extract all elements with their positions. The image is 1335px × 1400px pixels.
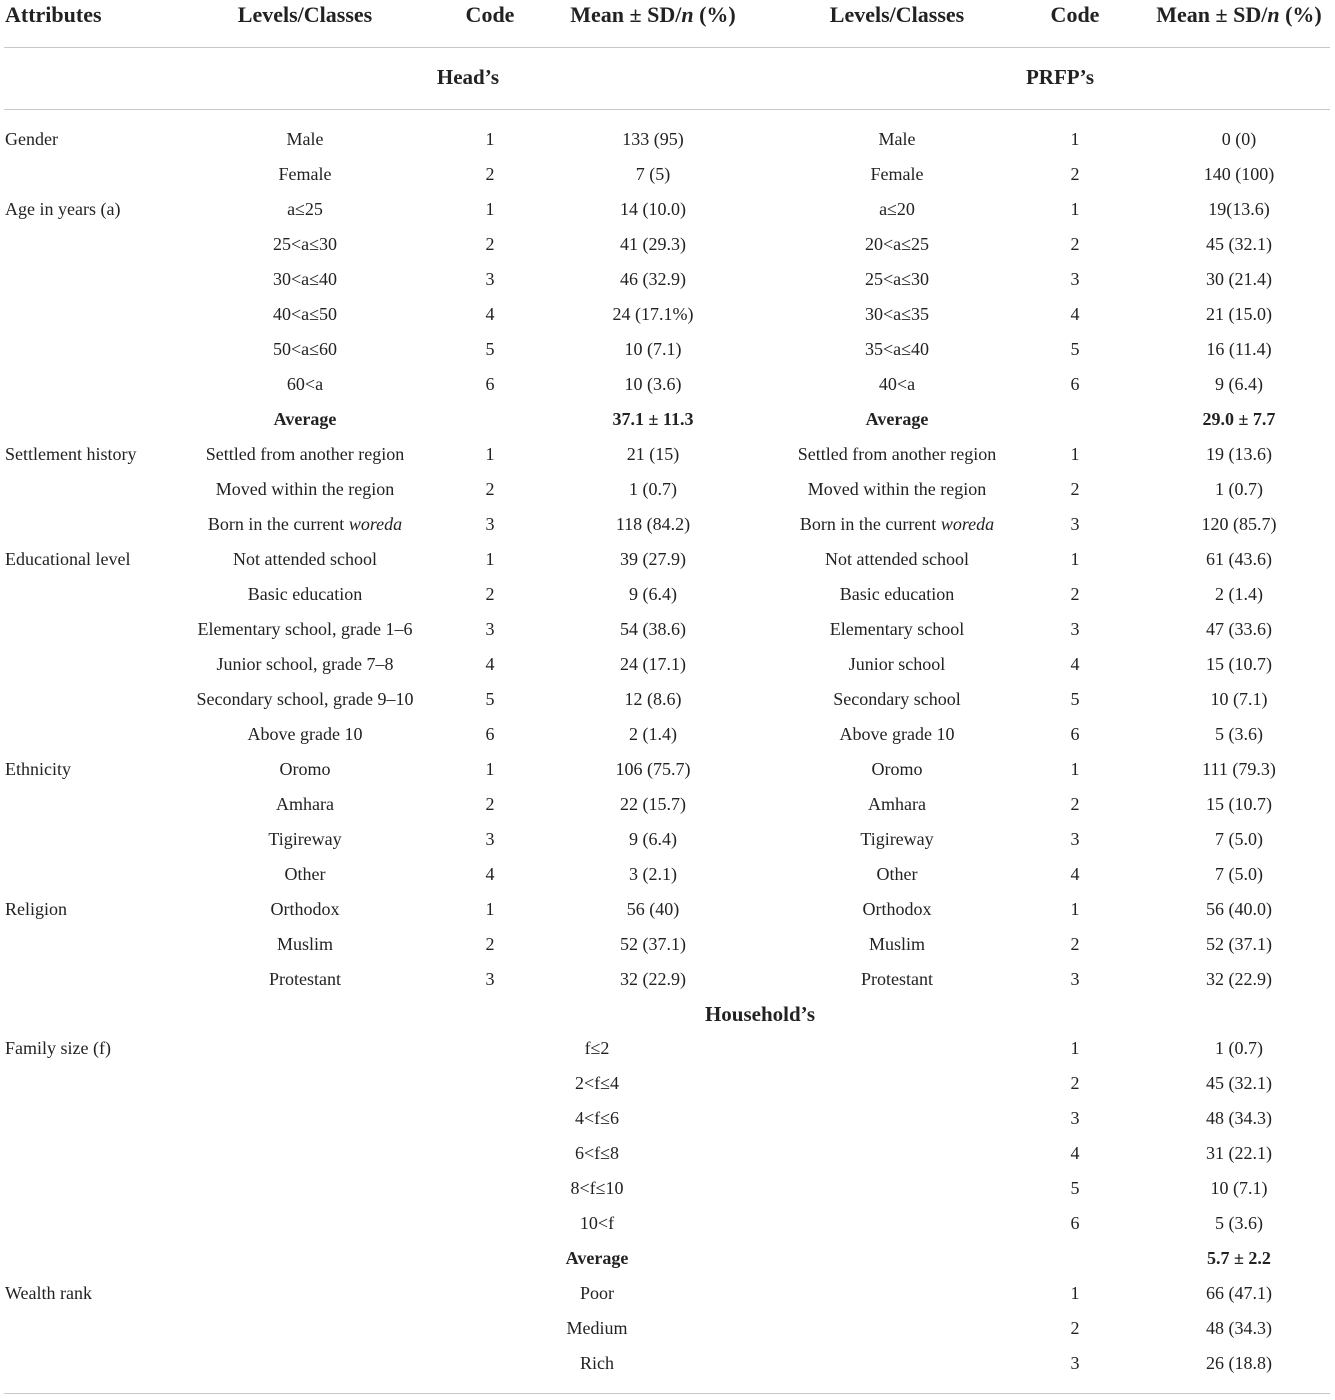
head-level-cell: 50<a≤60 [272,339,338,359]
household-code-cell: 3 [1070,1353,1080,1373]
head-value-cell: 7 (5) [635,164,671,184]
attribute-cell: Educational level [5,549,131,569]
table-row [0,682,1335,717]
head-code-cell: 2 [485,934,495,954]
head-value-cell: 52 (37.1) [620,934,686,954]
prfp-value-cell: 61 (43.6) [1206,549,1272,569]
prfp-value-cell: 7 (5.0) [1215,829,1263,849]
prfp-level-cell: Moved within the region [807,479,987,499]
head-value-cell: 2 (1.4) [629,724,677,744]
head-level-cell: Protestant [269,969,341,989]
head-level-cell: Average [273,409,337,429]
head-code-cell: 2 [485,794,495,814]
table-row [0,122,1335,157]
table-row [0,367,1335,402]
prfp-value-cell: 19 (13.6) [1206,444,1272,464]
prfp-level-cell: Junior school [848,654,946,674]
table-row [0,1136,1335,1171]
prfp-code-cell: 2 [1070,234,1080,254]
household-level-cell: Medium [566,1318,628,1338]
prfp-value-cell: 2 (1.4) [1215,584,1263,604]
head-code-cell: 1 [485,444,495,464]
household-level-cell: f≤2 [584,1038,610,1058]
household-code-cell: 1 [1070,1038,1080,1058]
table-row [0,822,1335,857]
prfp-code-cell: 1 [1070,199,1080,219]
table-row [0,1206,1335,1241]
prfp-value-cell: 1 (0.7) [1215,479,1263,499]
head-code-cell: 1 [485,549,495,569]
household-code-cell: 2 [1070,1073,1080,1093]
prfp-level-cell: 30<a≤35 [864,304,930,324]
prfp-code-cell: 3 [1070,514,1080,534]
table-row [0,647,1335,682]
table-row [0,1276,1335,1311]
head-code-cell: 3 [485,829,495,849]
head-value-cell: 22 (15.7) [620,794,686,814]
prfp-level-cell: Above grade 10 [839,724,955,744]
prfp-value-cell: 7 (5.0) [1215,864,1263,884]
head-value-cell: 24 (17.1) [620,654,686,674]
head-value-cell: 37.1 ± 11.3 [612,409,694,429]
head-level-cell: Settled from another region [205,444,405,464]
attribute-cell: Religion [5,899,67,919]
head-code-cell: 3 [485,619,495,639]
prfp-value-cell: 47 (33.6) [1206,619,1272,639]
head-code-cell: 1 [485,759,495,779]
prfp-level-cell: Elementary school [829,619,965,639]
head-level-cell: Not attended school [233,549,377,569]
household-value-cell: 45 (32.1) [1206,1073,1272,1093]
prfp-level-cell: Male [878,129,916,149]
prfp-value-cell: 32 (22.9) [1206,969,1272,989]
section-prfps-title: PRFP’s [1025,65,1095,89]
head-code-cell: 3 [485,269,495,289]
attribute-cell: Ethnicity [5,759,71,779]
prfp-code-cell: 1 [1070,444,1080,464]
head-value-cell: 9 (6.4) [629,829,677,849]
prfp-value-cell: 120 (85.7) [1201,514,1277,534]
table-row [0,857,1335,892]
table-bottom-rule [4,1393,1330,1394]
table-row [0,1031,1335,1066]
table-row [0,1241,1335,1276]
head-value-cell: 118 (84.2) [615,514,691,534]
prfp-code-cell: 3 [1070,269,1080,289]
head-level-cell: Amhara [276,794,334,814]
prfp-value-cell: 30 (21.4) [1206,269,1272,289]
prfp-value-cell: 9 (6.4) [1215,374,1263,394]
header-mean-left: Mean ± SD/n (%) [570,2,736,27]
prfp-code-cell: 1 [1070,549,1080,569]
prfp-value-cell: 10 (7.1) [1210,689,1268,709]
household-value-cell: 48 (34.3) [1206,1108,1272,1128]
header-levels-right: Levels/Classes [829,2,965,27]
head-code-cell: 3 [485,514,495,534]
household-value-cell: 66 (47.1) [1206,1283,1272,1303]
household-value-cell: 26 (18.8) [1206,1353,1272,1373]
attribute-cell: Wealth rank [5,1283,93,1303]
table-row [0,1171,1335,1206]
table-row [0,577,1335,612]
prfp-level-cell: Basic education [839,584,955,604]
head-code-cell: 4 [485,864,495,884]
prfp-code-cell: 6 [1070,374,1080,394]
table-row [0,542,1335,577]
table-row [0,892,1335,927]
table-row [0,472,1335,507]
prfp-value-cell: 21 (15.0) [1206,304,1272,324]
prfp-level-cell: Orthodox [862,899,932,919]
prfp-level-cell: 40<a [878,374,916,394]
head-level-cell: Female [278,164,332,184]
prfp-level-cell: Born in the current woreda [799,514,995,534]
head-value-cell: 54 (38.6) [620,619,686,639]
head-level-cell: 40<a≤50 [272,304,338,324]
prfp-code-cell: 4 [1070,654,1080,674]
header-levels-left: Levels/Classes [237,2,373,27]
head-level-cell: Moved within the region [215,479,395,499]
head-value-cell: 56 (40) [626,899,680,919]
prfp-value-cell: 19(13.6) [1208,199,1270,219]
head-value-cell: 46 (32.9) [620,269,686,289]
head-level-cell: Other [284,864,326,884]
head-level-cell: Male [286,129,324,149]
household-level-cell: 8<f≤10 [570,1178,624,1198]
table-row [0,787,1335,822]
head-value-cell: 21 (15) [626,444,680,464]
head-value-cell: 24 (17.1%) [612,304,694,324]
head-level-cell: Elementary school, grade 1–6 [197,619,413,639]
prfp-code-cell: 4 [1070,304,1080,324]
attribute-cell: Age in years (a) [5,199,121,219]
table-row [0,297,1335,332]
section-divider [4,109,1330,110]
prfp-code-cell: 2 [1070,164,1080,184]
household-section-header [0,1000,1335,1028]
table-row [0,1311,1335,1346]
prfp-level-cell: Muslim [868,934,926,954]
prfp-value-cell: 15 (10.7) [1206,794,1272,814]
head-level-cell: Above grade 10 [247,724,363,744]
head-value-cell: 41 (29.3) [620,234,686,254]
table-row [0,262,1335,297]
head-code-cell: 6 [485,374,495,394]
table-row [0,717,1335,752]
head-code-cell: 5 [485,339,495,359]
attribute-cell: Family size (f) [5,1038,111,1058]
prfp-code-cell: 2 [1070,479,1080,499]
prfp-code-cell: 2 [1070,794,1080,814]
household-value-cell: 31 (22.1) [1206,1143,1272,1163]
section-heads-title: Head’s [436,65,500,89]
head-code-cell: 3 [485,969,495,989]
prfp-value-cell: 111 (79.3) [1202,759,1276,779]
head-level-cell: 25<a≤30 [272,234,338,254]
head-level-cell: Junior school, grade 7–8 [216,654,394,674]
head-value-cell: 9 (6.4) [629,584,677,604]
household-level-cell: Rich [580,1353,614,1373]
prfp-value-cell: 15 (10.7) [1206,654,1272,674]
prfp-code-cell: 2 [1070,934,1080,954]
prfp-code-cell: 1 [1070,759,1080,779]
household-code-cell: 2 [1070,1318,1080,1338]
prfp-level-cell: 20<a≤25 [864,234,930,254]
head-code-cell: 4 [485,304,495,324]
section-households-title: Household’s [704,1002,816,1026]
prfp-value-cell: 29.0 ± 7.7 [1202,409,1276,429]
header-mean-right: Mean ± SD/n (%) [1156,2,1322,27]
prfp-level-cell: 25<a≤30 [864,269,930,289]
table-row [0,157,1335,192]
table-row [0,192,1335,227]
prfp-level-cell: Settled from another region [797,444,997,464]
head-level-cell: Tigireway [268,829,342,849]
head-level-cell: Secondary school, grade 9–10 [196,689,414,709]
prfp-level-cell: Oromo [871,759,923,779]
household-level-cell: 10<f [579,1213,615,1233]
head-level-cell: a≤25 [287,199,323,219]
table-row [0,507,1335,542]
household-level-cell: Poor [579,1283,615,1303]
header-code-right: Code [1050,2,1100,27]
head-value-cell: 32 (22.9) [620,969,686,989]
header-divider [4,47,1330,48]
head-code-cell: 1 [485,899,495,919]
head-value-cell: 39 (27.9) [620,549,686,569]
household-code-cell: 3 [1070,1108,1080,1128]
prfp-level-cell: Protestant [861,969,933,989]
prfp-code-cell: 5 [1070,689,1080,709]
head-value-cell: 3 (2.1) [629,864,677,884]
household-code-cell: 1 [1070,1283,1080,1303]
head-code-cell: 2 [485,479,495,499]
household-value-cell: 48 (34.3) [1206,1318,1272,1338]
table-row [0,1066,1335,1101]
head-code-cell: 2 [485,164,495,184]
household-value-cell: 10 (7.1) [1210,1178,1268,1198]
prfp-code-cell: 4 [1070,864,1080,884]
head-value-cell: 10 (3.6) [624,374,682,394]
prfp-code-cell: 6 [1070,724,1080,744]
header-attributes: Attributes [5,2,102,27]
prfp-code-cell: 3 [1070,829,1080,849]
household-level-cell: Average [565,1248,629,1268]
prfp-value-cell: 5 (3.6) [1215,724,1263,744]
table-header [0,0,1335,48]
prfp-code-cell: 3 [1070,619,1080,639]
attribute-cell: Settlement history [5,444,137,464]
prfp-level-cell: Not attended school [825,549,969,569]
prfp-level-cell: a≤20 [879,199,915,219]
head-code-cell: 1 [485,129,495,149]
table-row [0,332,1335,367]
household-level-cell: 2<f≤4 [574,1073,620,1093]
head-value-cell: 10 (7.1) [624,339,682,359]
household-value-cell: 1 (0.7) [1215,1038,1263,1058]
head-code-cell: 2 [485,584,495,604]
prfp-code-cell: 3 [1070,969,1080,989]
household-level-cell: 4<f≤6 [574,1108,620,1128]
head-value-cell: 12 (8.6) [624,689,682,709]
prfp-level-cell: Amhara [868,794,926,814]
household-code-cell: 4 [1070,1143,1080,1163]
head-level-cell: Oromo [279,759,331,779]
head-value-cell: 106 (75.7) [615,759,691,779]
head-code-cell: 1 [485,199,495,219]
prfp-value-cell: 52 (37.1) [1206,934,1272,954]
prfp-level-cell: Tigireway [860,829,934,849]
head-level-cell: 30<a≤40 [272,269,338,289]
prfp-value-cell: 16 (11.4) [1206,339,1272,359]
household-level-cell: 6<f≤8 [574,1143,620,1163]
head-code-cell: 6 [485,724,495,744]
prfp-code-cell: 5 [1070,339,1080,359]
head-code-cell: 5 [485,689,495,709]
head-level-cell: 60<a [286,374,324,394]
table-row [0,1346,1335,1381]
prfp-code-cell: 2 [1070,584,1080,604]
household-code-cell: 6 [1070,1213,1080,1233]
head-level-cell: Orthodox [270,899,340,919]
head-code-cell: 2 [485,234,495,254]
prfp-level-cell: 35<a≤40 [864,339,930,359]
attribute-cell: Gender [5,129,58,149]
household-value-cell: 5 (3.6) [1215,1213,1263,1233]
prfp-code-cell: 1 [1070,129,1080,149]
table-row [0,1101,1335,1136]
prfp-code-cell: 1 [1070,899,1080,919]
table-row [0,437,1335,472]
head-level-cell: Born in the current woreda [207,514,403,534]
prfp-value-cell: 45 (32.1) [1206,234,1272,254]
prfp-level-cell: Secondary school [833,689,961,709]
prfp-level-cell: Female [870,164,924,184]
prfp-level-cell: Other [876,864,918,884]
head-value-cell: 1 (0.7) [629,479,677,499]
head-level-cell: Basic education [247,584,363,604]
head-value-cell: 133 (95) [622,129,684,149]
table-row [0,612,1335,647]
table-row [0,962,1335,997]
table-row [0,752,1335,787]
table-row [0,402,1335,437]
head-level-cell: Muslim [276,934,334,954]
prfp-value-cell: 140 (100) [1203,164,1275,184]
household-value-cell: 5.7 ± 2.2 [1207,1248,1271,1268]
table-row [0,227,1335,262]
head-value-cell: 14 (10.0) [620,199,686,219]
table-row [0,927,1335,962]
header-code-left: Code [465,2,515,27]
prfp-value-cell: 0 (0) [1221,129,1257,149]
household-code-cell: 5 [1070,1178,1080,1198]
prfp-value-cell: 56 (40.0) [1206,899,1272,919]
head-code-cell: 4 [485,654,495,674]
prfp-level-cell: Average [865,409,929,429]
